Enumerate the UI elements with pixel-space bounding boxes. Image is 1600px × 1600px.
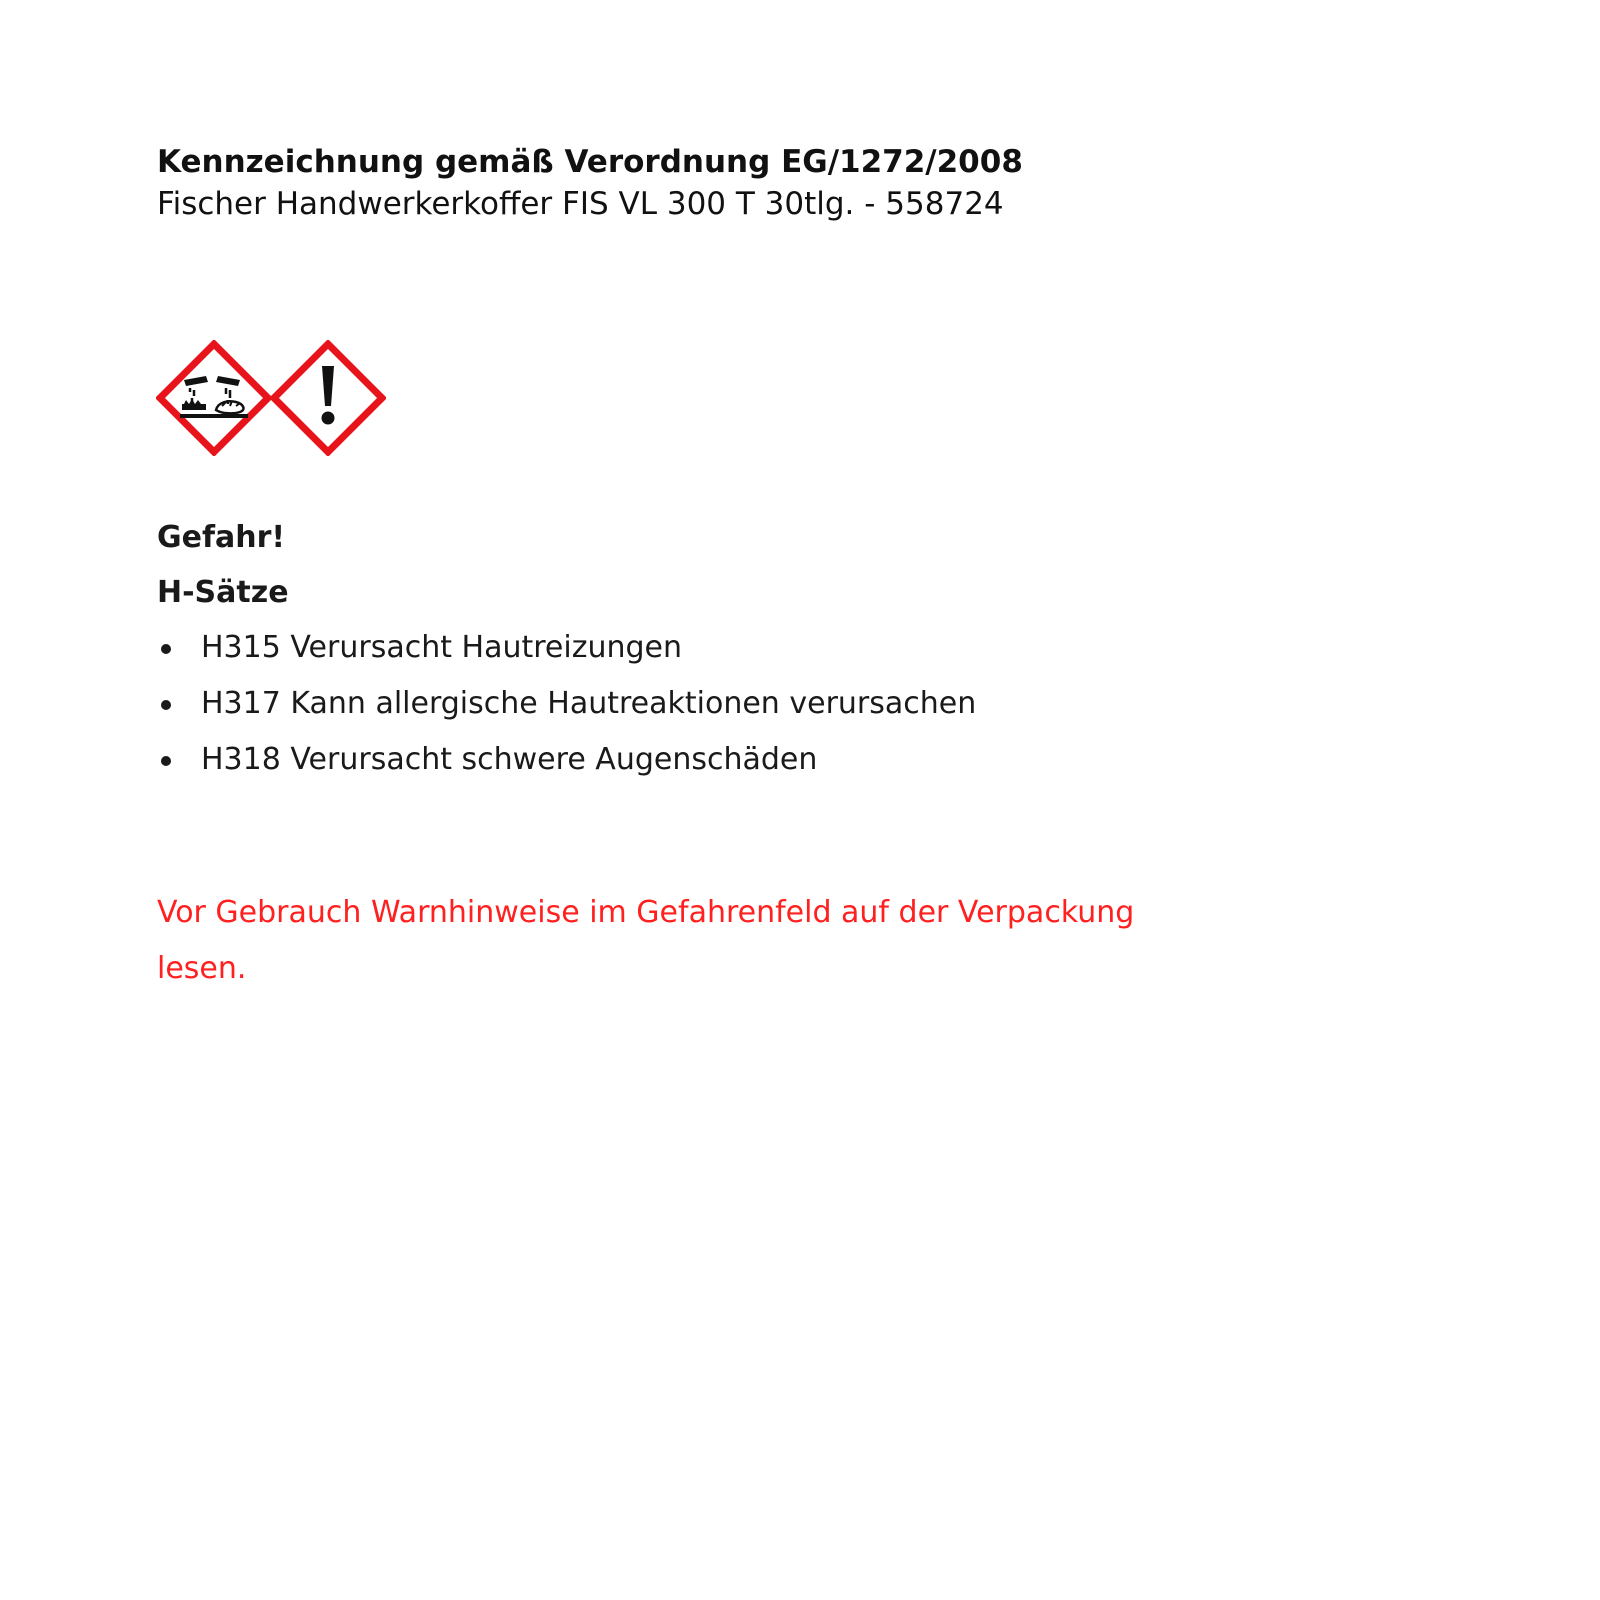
page-title: Kennzeichnung gemäß Verordnung EG/1272/2008 [157, 144, 1023, 180]
hazard-statements-heading: H-Sätze [157, 575, 289, 610]
product-subtitle: Fischer Handwerkerkoffer FIS VL 300 T 30tlg. - 558724 [157, 186, 1004, 222]
hazard-statement-text: H318 Verursacht schwere Augenschäden [201, 742, 818, 777]
bullet-icon [161, 700, 171, 710]
bullet-icon [161, 756, 171, 766]
hazard-statement-text: H317 Kann allergische Hautreaktionen verursachen [201, 686, 977, 721]
corrosion-pictogram-icon [156, 340, 272, 456]
warning-note: Vor Gebrauch Warnhinweise im Gefahrenfeld auf der Verpackung lesen. [157, 895, 1135, 986]
signal-word: Gefahr! [157, 520, 286, 555]
exclamation-mark-pictogram-icon [270, 340, 386, 456]
bullet-icon [161, 644, 171, 654]
ghs-pictograms [156, 340, 396, 460]
hazard-statement-text: H315 Verursacht Hautreizungen [201, 630, 682, 665]
